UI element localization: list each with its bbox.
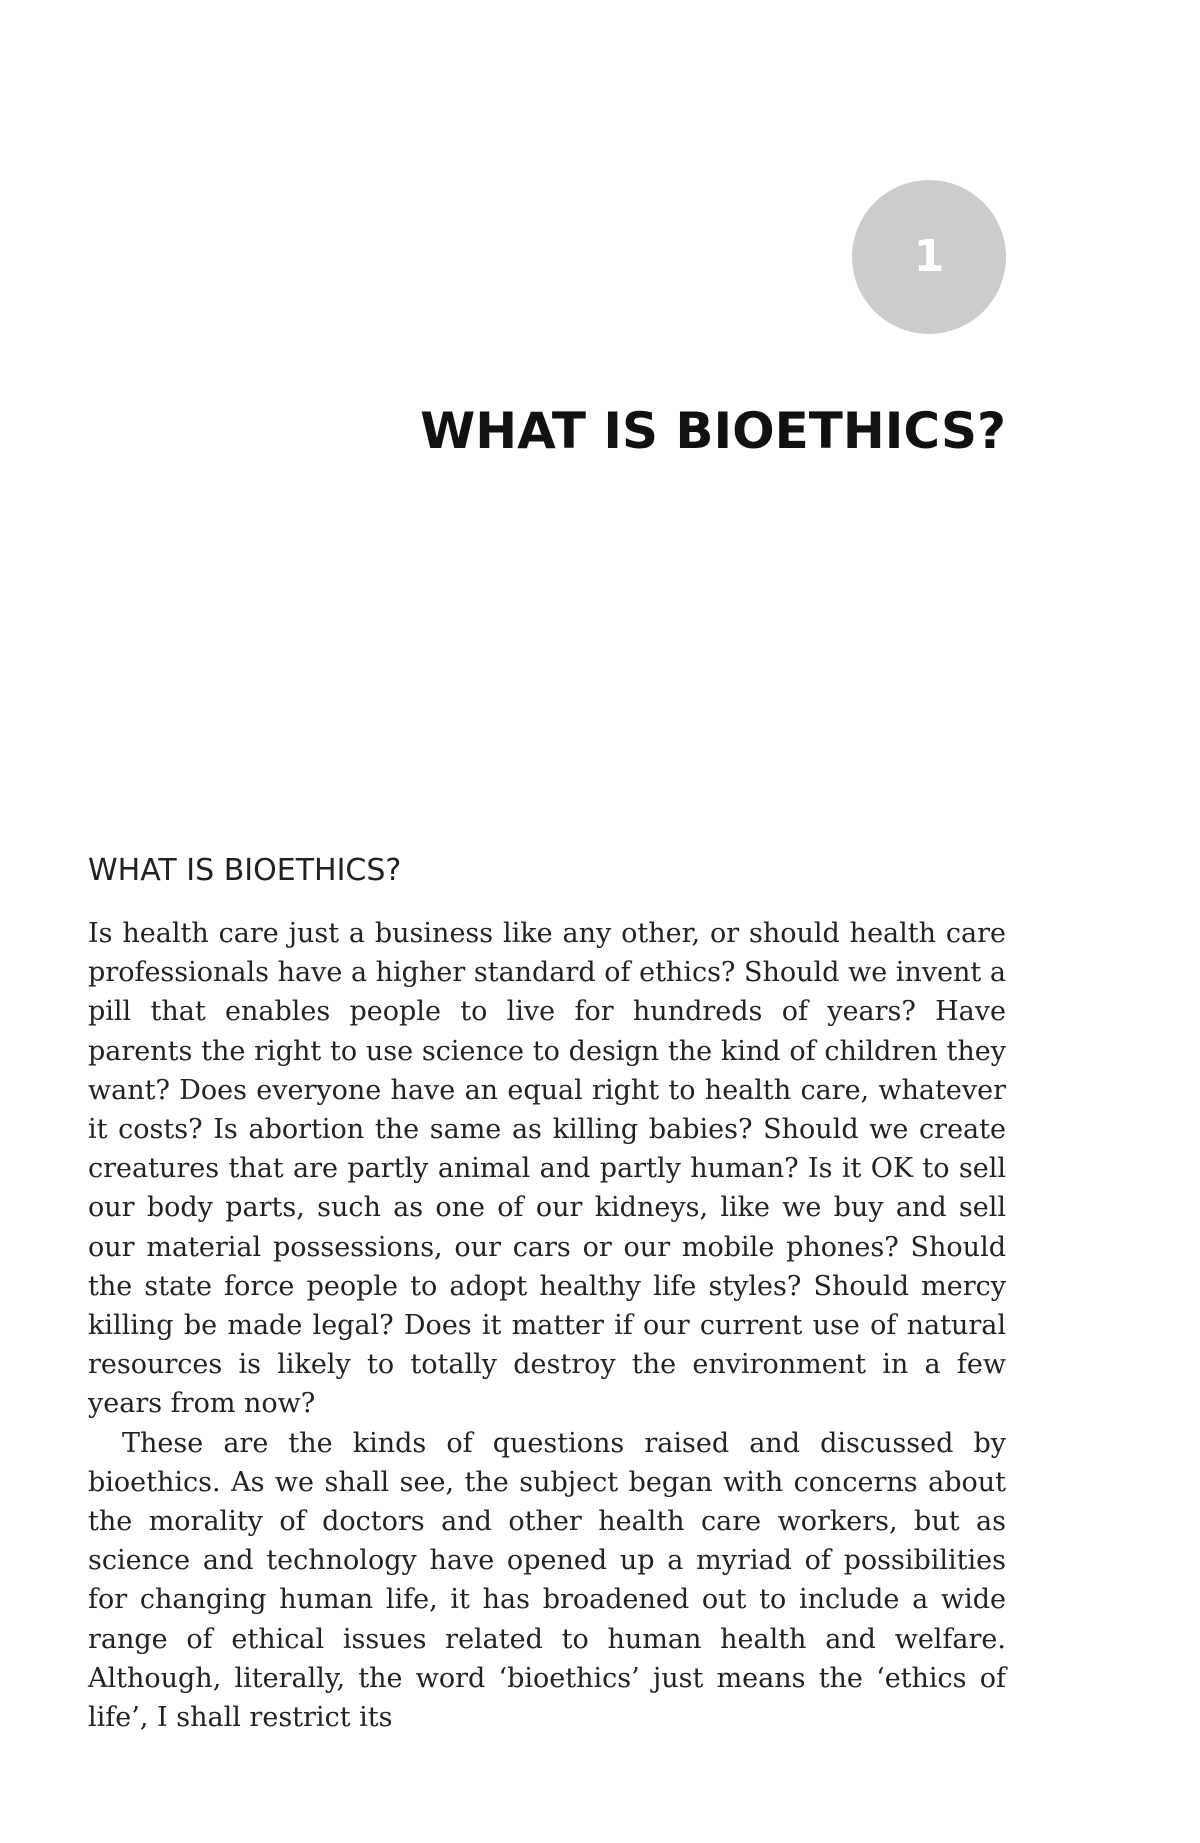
body-text (88, 914, 1006, 1737)
chapter-number-badge (852, 180, 1006, 334)
section-heading: WHAT IS BIOETHICS? (88, 853, 402, 888)
chapter-title: WHAT IS BIOETHICS? (420, 402, 1006, 460)
chapter-number: 1 (913, 231, 945, 282)
paragraph-2: These are the kinds of questions raised and discussed by bioethics. As we shall see, the subject began with concerns about the morality of doctors and other health care workers, but as science and technology have opened up a myriad of possibilities for changing human life, it has broadened out to include a wide range of ethical issues related to human health and welfare. Although, literally, the word ‘bioethics’ just means the ‘ethics of life’, I shall restrict its (88, 1427, 1006, 1734)
paragraph-1: Is health care just a business like any other, or should health care professionals have a higher standard of ethics? Should we invent a pill that enables people to live for hundreds of years? Have parents the right to use science to design the kind of children they want? Does everyone have an equal right to health care, whatever it costs? Is abortion the same as killing babies? Should we create creatures that are partly animal and partly human? Is it OK to sell our body parts, such as one of our kidneys, like we buy and sell our material possessions, our cars or our mobile phones? Should the state force people to adopt healthy life styles? Should mercy killing be made legal? Does it matter if our current use of natural resources is likely to totally destroy the environment in a few years from now? (88, 918, 1006, 1420)
